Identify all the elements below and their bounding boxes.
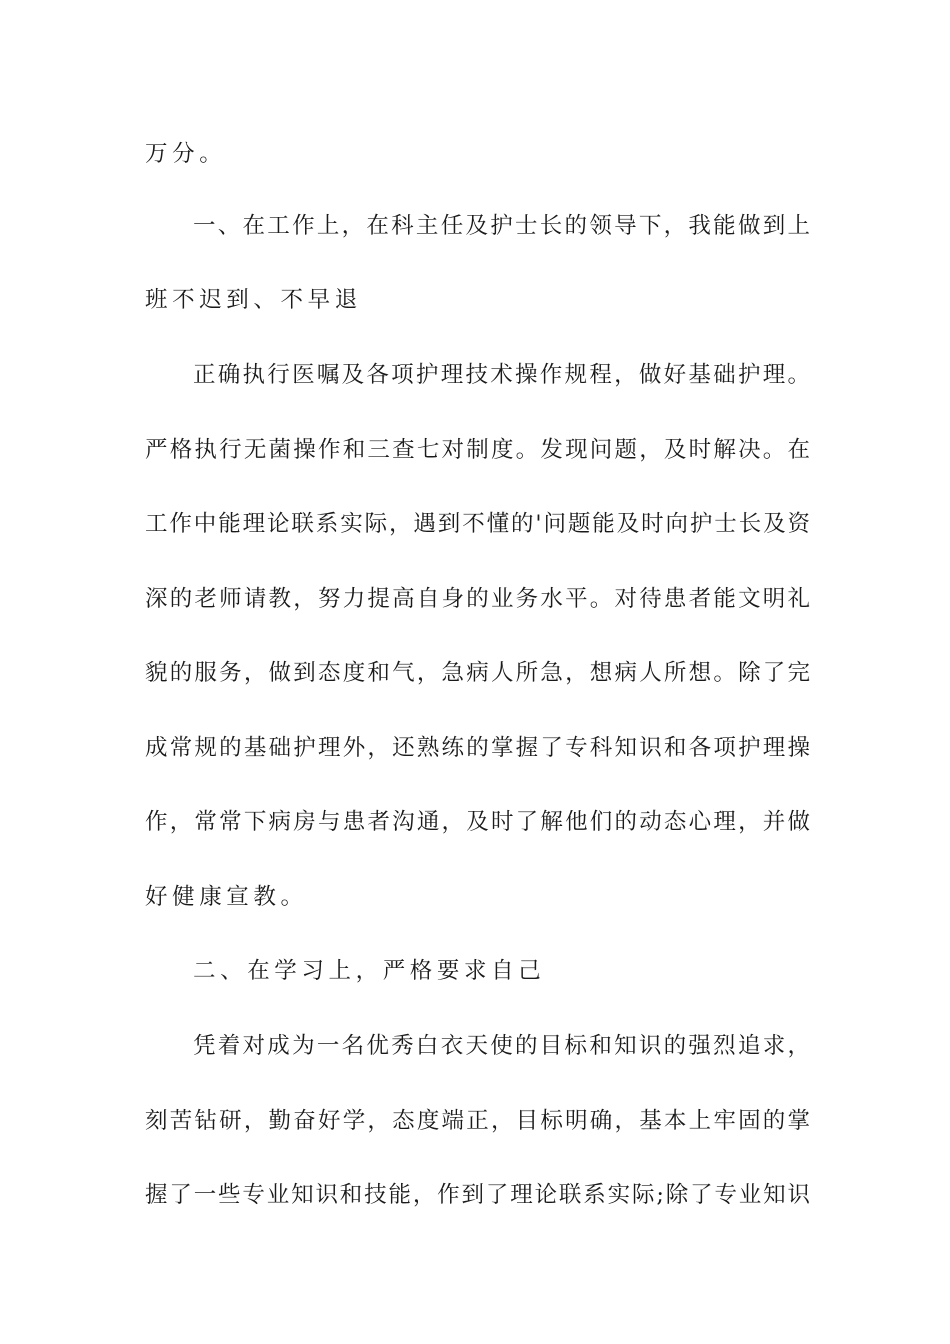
text-line-3: 班不迟到、不早退	[145, 287, 362, 313]
text-line-13: 凭着对成为一名优秀白衣天使的目标和知识的强烈追求，	[193, 1033, 810, 1059]
section-heading-study: 二、在学习上，严格要求自己	[193, 958, 546, 984]
text-line-4: 正确执行医嘱及各项护理技术操作规程，做好基础护理。	[193, 362, 810, 388]
text-line-1: 万分。	[145, 141, 227, 167]
text-line-14: 刻苦钻研，勤奋好学，态度端正，目标明确，基本上牢固的掌	[145, 1108, 810, 1134]
text-line-9: 成常规的基础护理外，还熟练的掌握了专科知识和各项护理操	[145, 735, 810, 761]
text-line-6: 工作中能理论联系实际，遇到不懂的'问题能及时向护士长及资	[145, 511, 810, 537]
text-line-5: 严格执行无菌操作和三查七对制度。发现问题，及时解决。在	[145, 437, 810, 463]
text-line-15: 握了一些专业知识和技能，作到了理论联系实际;除了专业知识	[145, 1182, 810, 1208]
text-line-7: 深的老师请教，努力提高自身的业务水平。对待患者能文明礼	[145, 586, 810, 612]
text-line-10: 作，常常下病房与患者沟通，及时了解他们的动态心理，并做	[145, 809, 810, 835]
text-line-8: 貌的服务，做到态度和气，急病人所急，想病人所想。除了完	[145, 660, 810, 686]
text-line-11: 好健康宣教。	[145, 884, 308, 910]
section-heading-work: 一、在工作上，在科主任及护士长的领导下，我能做到上	[193, 213, 810, 239]
